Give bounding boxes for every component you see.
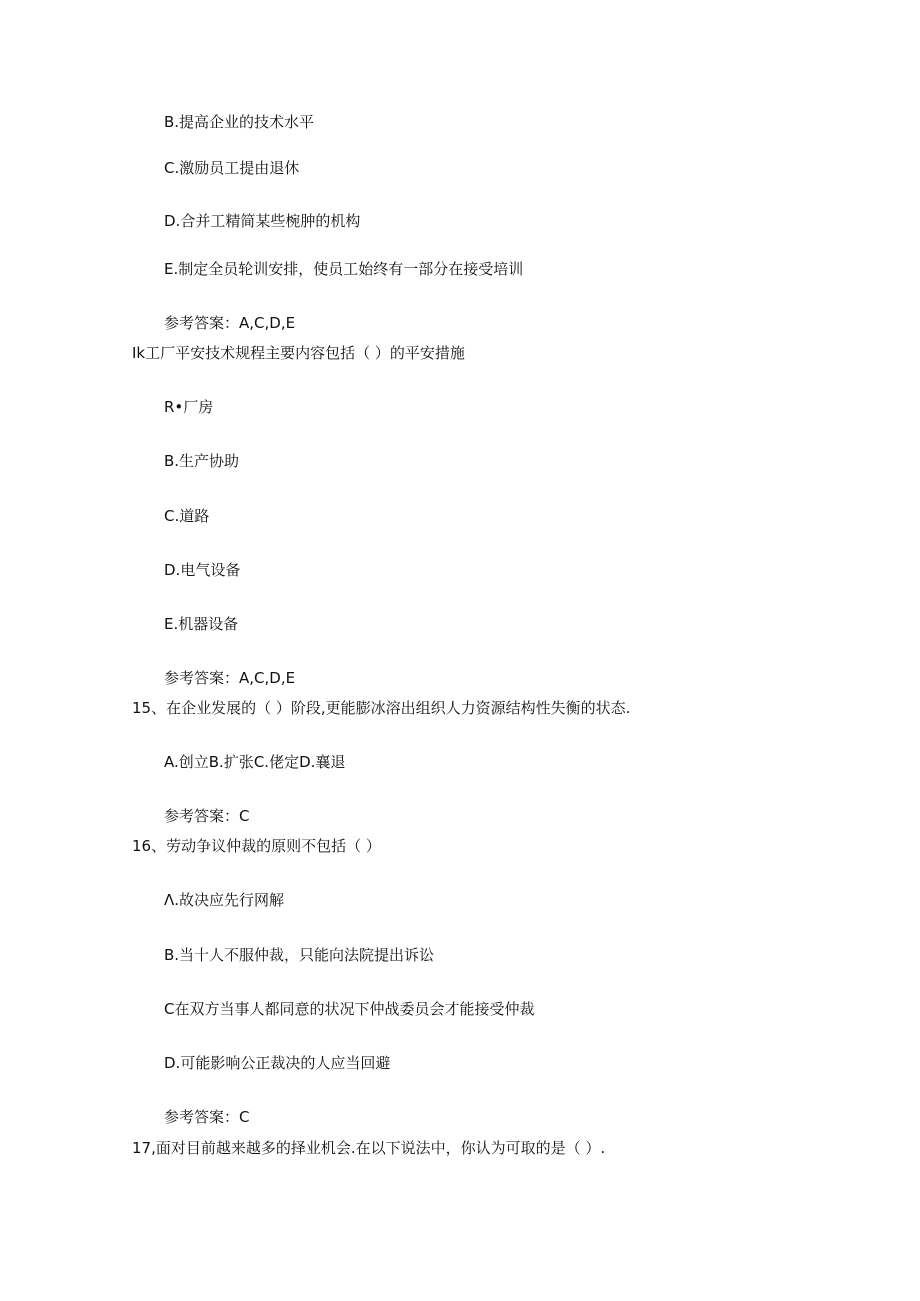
option-c-q14: C.道路 bbox=[164, 507, 210, 525]
option-c-q16: C在双方当事人都同意的状况下仲战委员会才能接受仲裁 bbox=[164, 1000, 535, 1018]
answer-q15: 参考答案：C bbox=[164, 807, 250, 825]
option-d-q13: D.合并工精简某些椀肿的机构 bbox=[164, 212, 361, 230]
option-b-q16: B.当十人不服仲裁，只能向法院提出诉讼 bbox=[164, 946, 435, 964]
question-15: 15、在企业发展的（ ）阶段,更能膨冰溶出组织人力资源结构性失衡的状态. bbox=[132, 699, 631, 717]
option-a-q16: Λ.故决应先行网解 bbox=[164, 891, 285, 909]
option-a-q14: R•厂房 bbox=[164, 398, 214, 416]
question-17: 17,面对目前越来越多的择业机会.在以下说法中，你认为可取的是（ ）. bbox=[132, 1139, 606, 1157]
option-c-q13: C.激励员工提由退休 bbox=[164, 159, 300, 177]
question-14: Ik工厂平安技术规程主要内容包括（ ）的平安措施 bbox=[132, 344, 465, 362]
option-b-q13: B.提高企业的技术水平 bbox=[164, 113, 315, 131]
answer-q16: 参考答案：C bbox=[164, 1108, 250, 1126]
option-b-q14: B.生产协助 bbox=[164, 452, 240, 470]
option-e-q13: E.制定全员轮训安排，使员工始终有一部分在接受培训 bbox=[164, 260, 524, 278]
option-e-q14: E.机器设备 bbox=[164, 615, 239, 633]
question-16: 16、劳动争议仲裁的原则不包括（ ） bbox=[132, 837, 381, 855]
option-d-q14: D.电气设备 bbox=[164, 561, 241, 579]
option-d-q16: D.可能影响公正裁决的人应当回避 bbox=[164, 1054, 391, 1072]
answer-q14: 参考答案：A,C,D,E bbox=[164, 669, 296, 687]
options-q15: A.创立B.扩张C.佬定D.襄退 bbox=[164, 753, 346, 771]
answer-q13: 参考答案：A,C,D,E bbox=[164, 314, 296, 332]
